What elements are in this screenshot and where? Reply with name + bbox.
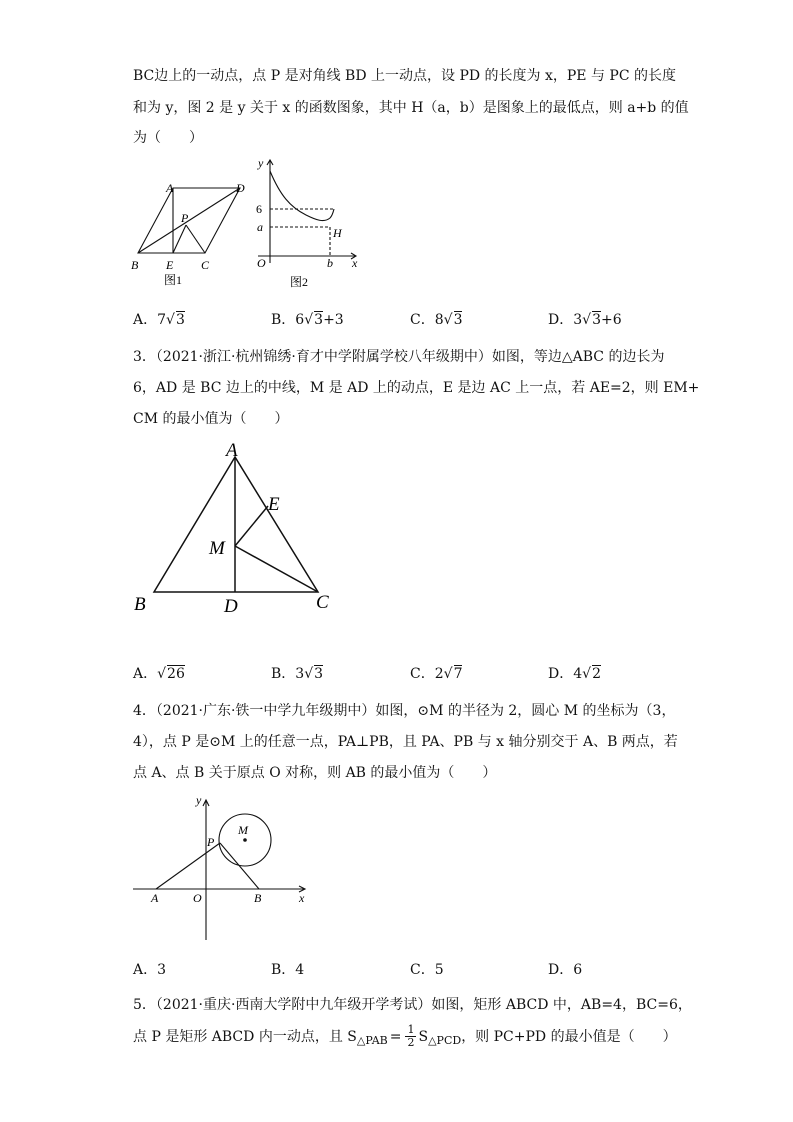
q4-figure [128, 790, 318, 950]
label-m: M [209, 538, 225, 559]
label-6: 6 [256, 202, 262, 216]
q5-fraction: $\frac{1}{2}$ [407, 1023, 415, 1049]
center-m-dot [243, 838, 247, 842]
segment-pc [186, 225, 205, 253]
label-b-value: b [327, 256, 333, 270]
function-curve [270, 171, 334, 221]
label-a: A [166, 181, 174, 195]
q2-option-a[interactable]: A．7√3 [133, 312, 185, 328]
q2-text-line-2: 和为 y，图 2 是 y 关于 x 的函数图象，其中 H（a，b）是图象上的最低点，则 a+b 的值 [133, 100, 689, 116]
label-a: A [151, 891, 159, 905]
q4-option-d[interactable]: D．6 [548, 962, 583, 978]
q5-text-line-1: 5．（2021·重庆·西南大学附中九年级开学考试）如图，矩形 ABCD 中，AB=4，BC=6， [133, 997, 692, 1013]
q2-option-d[interactable]: D．3√3+6 [548, 312, 622, 328]
q2-figure-1 [128, 178, 248, 290]
label-y: y [196, 793, 202, 807]
label-o: O [257, 256, 266, 270]
q4-text-line-2: 4），点 P 是⊙M 上的任意一点，PA⊥PB，且 PA、PB 与 x 轴分别交于 A、B 两点，若 [133, 734, 678, 750]
figure-1-caption: 图1 [164, 273, 183, 287]
label-e: E [268, 494, 280, 515]
q4-option-b[interactable]: B．4 [271, 962, 305, 978]
q3-text-line-1: 3．（2021·浙江·杭州锦绣·育才中学附属学校八年级期中）如图，等边△ABC 的边长为 [133, 349, 665, 365]
label-y: y [258, 156, 264, 170]
label-p: P [207, 835, 215, 849]
q2-option-c[interactable]: C．8√3 [410, 312, 463, 328]
segment-mc [235, 546, 318, 592]
label-x: x [352, 256, 358, 270]
q3-option-d[interactable]: D．4√2 [548, 666, 601, 682]
label-c: C [316, 592, 329, 613]
q2-figure-2 [248, 155, 363, 290]
q2-text-line-3: 为（ ） [133, 130, 203, 146]
q2-text-line-1: BC边上的一动点，点 P 是对角线 BD 上一动点，设 PD 的长度为 x，PE 与 PC 的长度 [133, 68, 677, 84]
triangle-abc [154, 457, 318, 592]
q4-text-line-1: 4．（2021·广东·铁一中学九年级期中）如图，⊙M 的半径为 2，圆心 M 的坐标为（3， [133, 703, 676, 719]
label-x: x [299, 891, 305, 905]
segment-me [235, 506, 268, 546]
label-e: E [166, 258, 174, 272]
segment-pa [156, 843, 220, 889]
label-d: D [236, 181, 245, 195]
q4-option-c[interactable]: C．5 [410, 962, 444, 978]
figure-2-caption: 图2 [290, 275, 309, 289]
label-h: H [333, 226, 342, 240]
diagonal-bd [138, 188, 240, 253]
q4-option-a[interactable]: A．3 [133, 962, 167, 978]
q3-figure [130, 440, 340, 620]
label-d: D [224, 596, 238, 617]
q2-option-b[interactable]: B．6√3+3 [271, 312, 344, 328]
label-c: C [201, 258, 210, 272]
q3-text-line-3: CM 的最小值为（ ） [133, 411, 289, 427]
label-a: A [226, 440, 238, 461]
q3-option-c[interactable]: C．2√7 [410, 666, 463, 682]
label-a-value: a [257, 220, 263, 234]
q5-text-line-2: 点 P 是矩形 ABCD 内一动点，且 S △PAB = $\frac{1}{2}$ S △PCD ，则 PC+PD 的最小值是（ ） [133, 1023, 677, 1049]
q3-option-b[interactable]: B．3√3 [271, 666, 324, 682]
segment-pb [220, 843, 259, 889]
q4-text-line-3: 点 A、点 B 关于原点 O 对称，则 AB 的最小值为（ ） [133, 765, 497, 781]
label-b: B [254, 891, 262, 905]
q3-option-a[interactable]: A．√26 [133, 666, 185, 682]
label-m: M [238, 823, 248, 837]
label-o: O [193, 891, 202, 905]
label-b: B [131, 258, 139, 272]
q3-text-line-2: 6，AD 是 BC 边上的中线，M 是 AD 上的动点，E 是边 AC 上一点，若 AE=2，则 EM+ [133, 380, 700, 396]
label-b: B [134, 594, 146, 615]
label-p: P [181, 211, 189, 225]
